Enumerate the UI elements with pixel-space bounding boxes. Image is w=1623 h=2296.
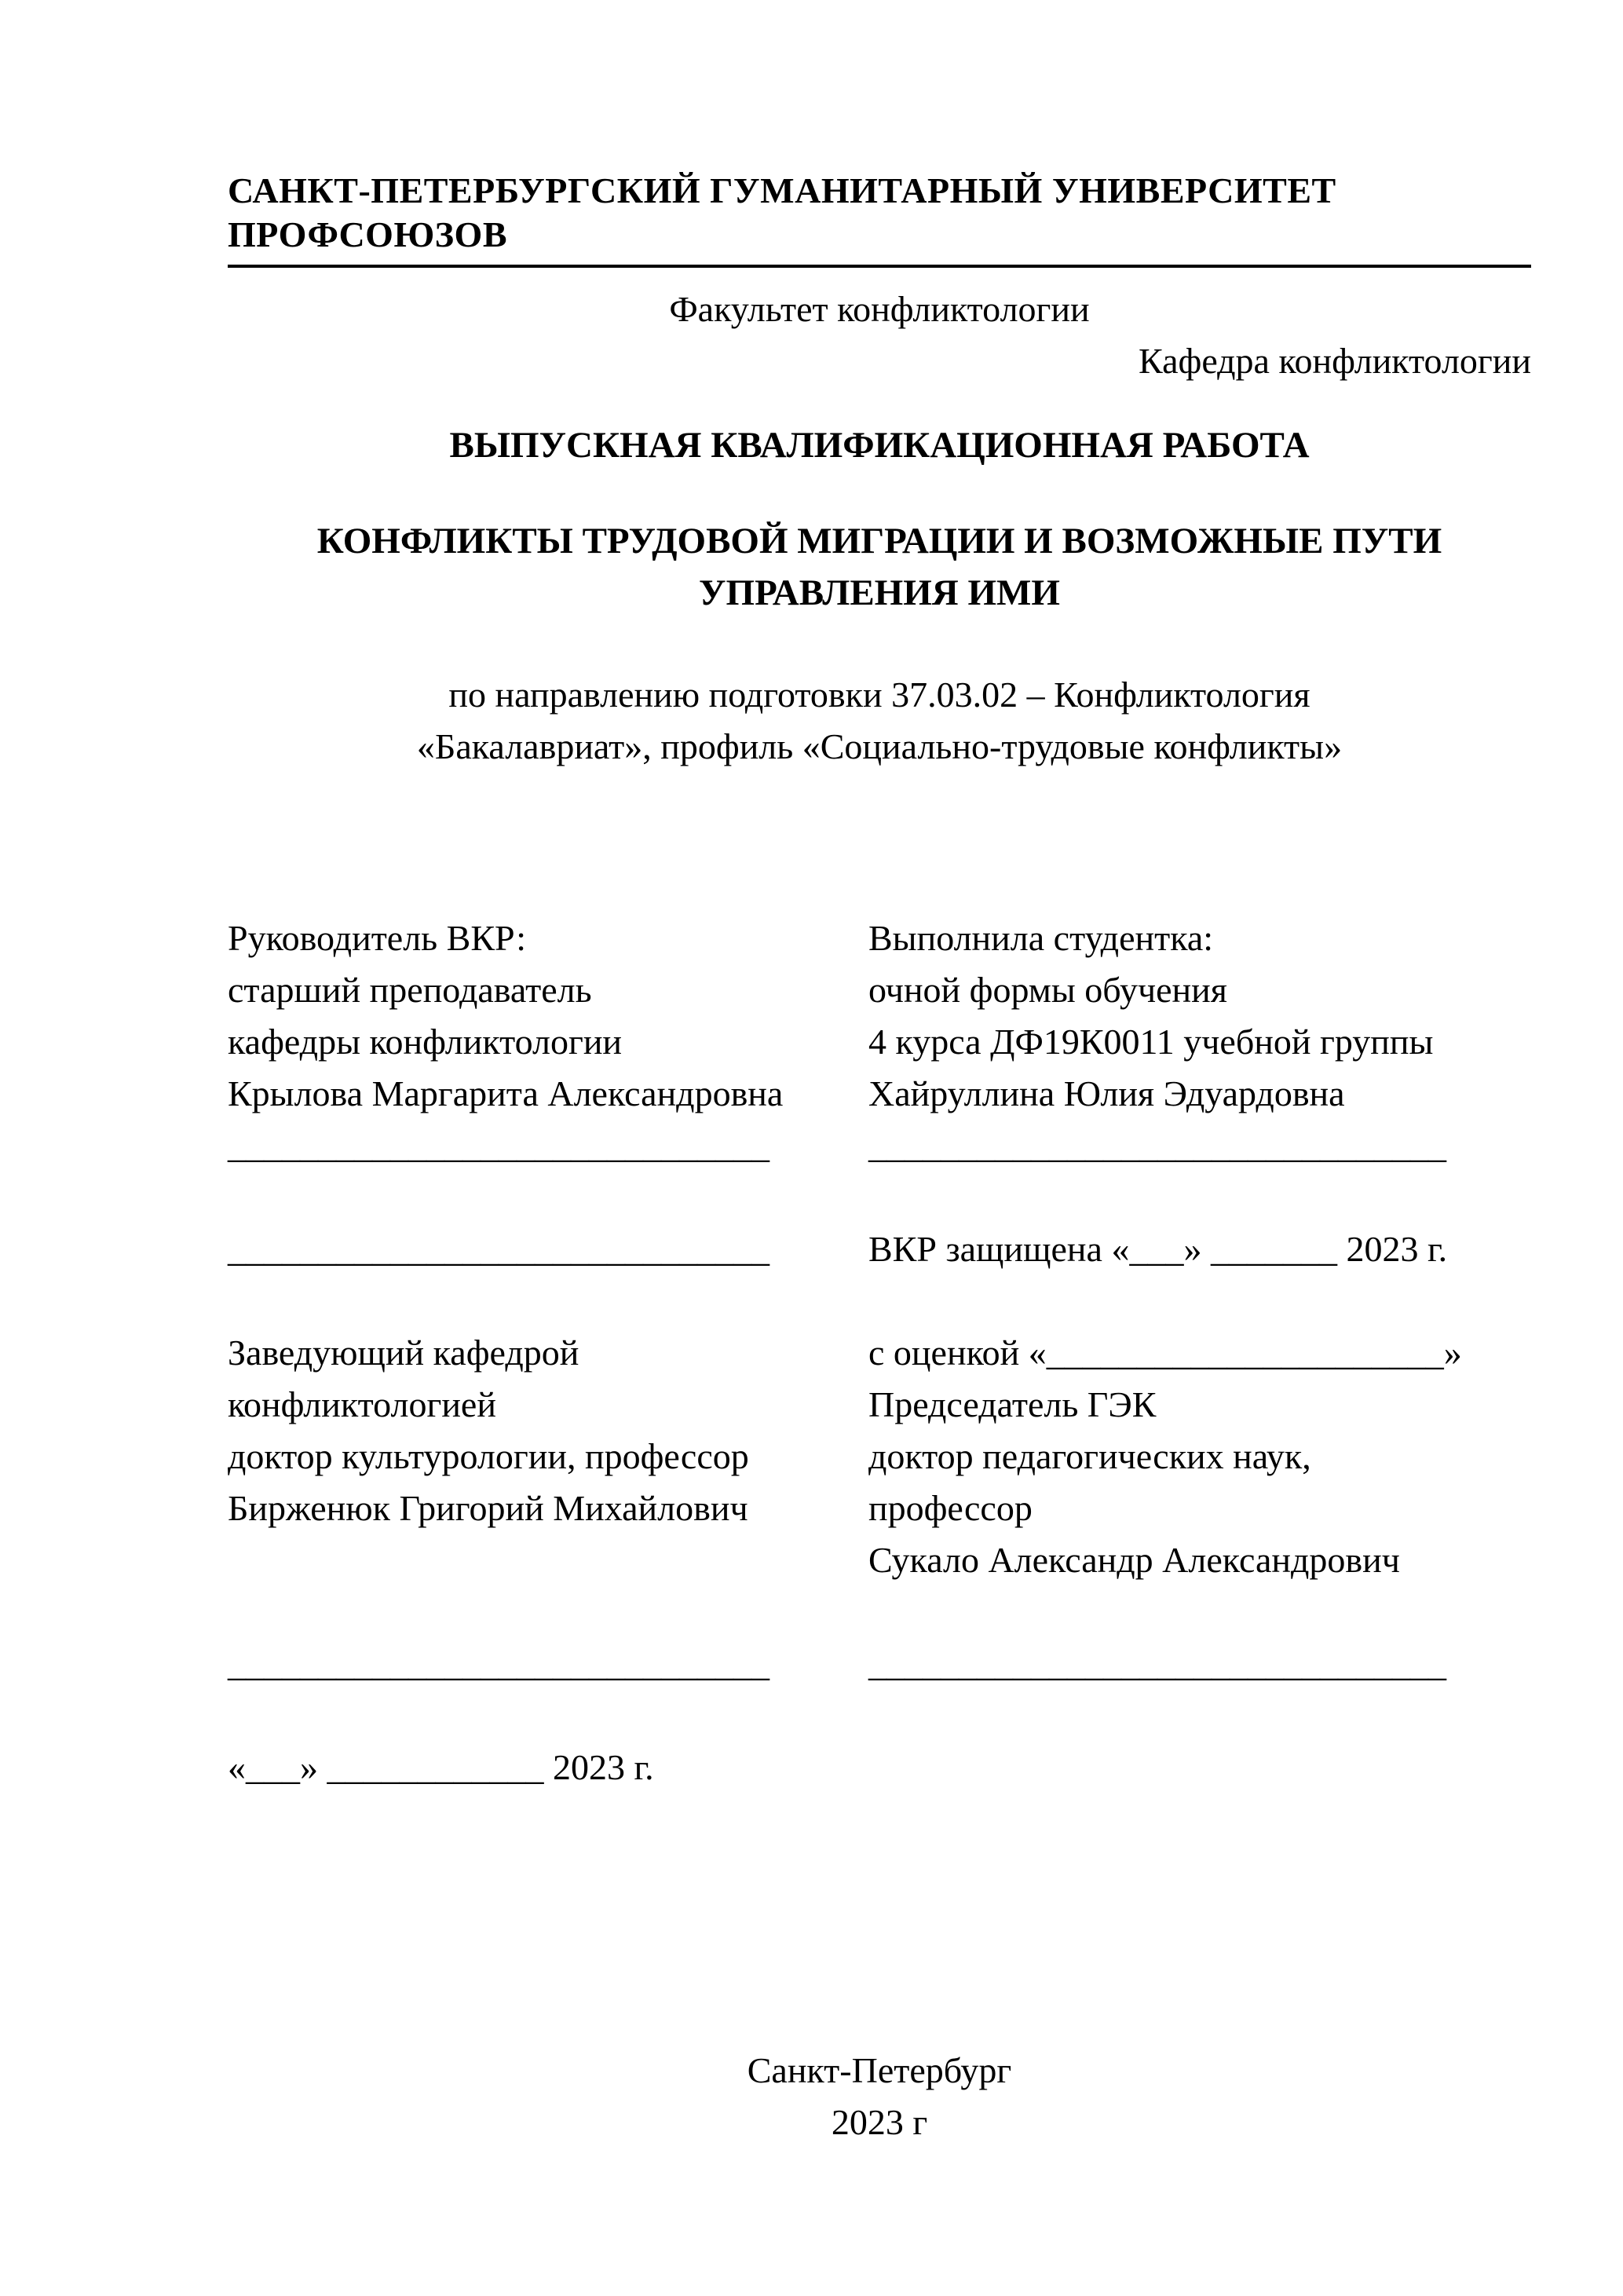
thesis-title-line1: КОНФЛИКТЫ ТРУДОВОЙ МИГРАЦИИ И ВОЗМОЖНЫЕ ПУТИ [316, 521, 1442, 561]
column-row [228, 1016, 1531, 1068]
grade-line: с оценкой «______________________» [868, 1333, 1462, 1373]
spacer [868, 1172, 1531, 1223]
study-direction [228, 669, 1531, 773]
column-row [228, 1690, 1531, 1742]
column-row [228, 1327, 1531, 1379]
advisor-position: старший преподаватель [228, 970, 592, 1010]
column-row [228, 1534, 1531, 1586]
column-row [228, 964, 1531, 1016]
direction-line1: по направлению подготовки 37.03.02 – Конфликтология [448, 675, 1310, 715]
year: 2023 г [831, 2102, 928, 2142]
department-name: Кафедра конфликтологии [1139, 341, 1531, 381]
work-type-heading: ВЫПУСКНАЯ КВАЛИФИКАЦИОННАЯ РАБОТА [449, 425, 1310, 466]
spacer [868, 1690, 1531, 1742]
chair-name: Сукало Александр Александрович [868, 1540, 1400, 1580]
head-date-line: «___» ____________ 2023 г. [228, 1747, 654, 1787]
spacer [228, 1586, 868, 1638]
column-row [228, 1068, 1531, 1120]
spacer [868, 1275, 1531, 1327]
column-row [228, 1638, 1531, 1690]
column-row [228, 1379, 1531, 1431]
column-row [228, 1120, 1531, 1172]
student-role-label: Выполнила студентка: [868, 918, 1214, 958]
spacer [868, 1742, 1531, 1793]
thesis-title-line2: УПРАВЛЕНИЯ ИМИ [699, 572, 1060, 613]
student-study-form: очной формы обучения [868, 970, 1227, 1010]
spacer [228, 1275, 868, 1327]
column-row [228, 1586, 1531, 1638]
head-of-department-label2: конфликтологией [228, 1384, 496, 1424]
column-row [228, 1483, 1531, 1534]
column-row [228, 1431, 1531, 1483]
advisor-signature-line: ______________________________ [228, 1125, 769, 1165]
chair-degree: доктор педагогических наук, [868, 1436, 1311, 1476]
footer-block [228, 2045, 1531, 2148]
defense-date-line: ВКР защищена «___» _______ 2023 г. [868, 1229, 1448, 1269]
student-signature-line: ________________________________ [868, 1125, 1446, 1165]
column-row [228, 1223, 1531, 1275]
spacer [228, 1690, 868, 1742]
chair-signature-line: ________________________________ [868, 1643, 1446, 1684]
spacer [868, 1586, 1531, 1638]
direction-line2: «Бакалавриат», профиль «Социально-трудовые конфликты» [416, 726, 1343, 766]
signature-columns [228, 912, 1531, 1793]
student-group: 4 курса ДФ19К0011 учебной группы [868, 1022, 1434, 1062]
page-content [228, 169, 1531, 2148]
faculty-name: Факультет конфликтологии [669, 289, 1090, 329]
head-degree: доктор культурологии, профессор [228, 1436, 749, 1476]
advisor-name: Крылова Маргарита Александровна [228, 1073, 784, 1113]
head-signature-line: ______________________________ [228, 1643, 769, 1684]
column-row [228, 912, 1531, 964]
column-row [228, 1172, 1531, 1223]
spacer [228, 1172, 868, 1223]
thesis-title [228, 515, 1531, 619]
advisor-department: кафедры конфликтологии [228, 1022, 623, 1062]
chair-title: профессор [868, 1488, 1033, 1528]
city: Санкт-Петербург [747, 2050, 1012, 2090]
university-name: САНКТ-ПЕТЕРБУРГСКИЙ ГУМАНИТАРНЫЙ УНИВЕРСИТЕТ ПРОФСОЮЗОВ [228, 169, 1531, 268]
head-of-department-label: Заведующий кафедрой [228, 1333, 579, 1373]
spacer [228, 1534, 868, 1586]
column-row [228, 1275, 1531, 1327]
gek-chair-label: Председатель ГЭК [868, 1384, 1157, 1424]
student-name: Хайруллина Юлия Эдуардовна [868, 1073, 1345, 1113]
head-name: Бирженюк Григорий Михайлович [228, 1488, 748, 1528]
column-row [228, 1742, 1531, 1793]
advisor-role-label: Руководитель ВКР: [228, 918, 527, 958]
advisor-signature-line2: ______________________________ [228, 1229, 769, 1269]
